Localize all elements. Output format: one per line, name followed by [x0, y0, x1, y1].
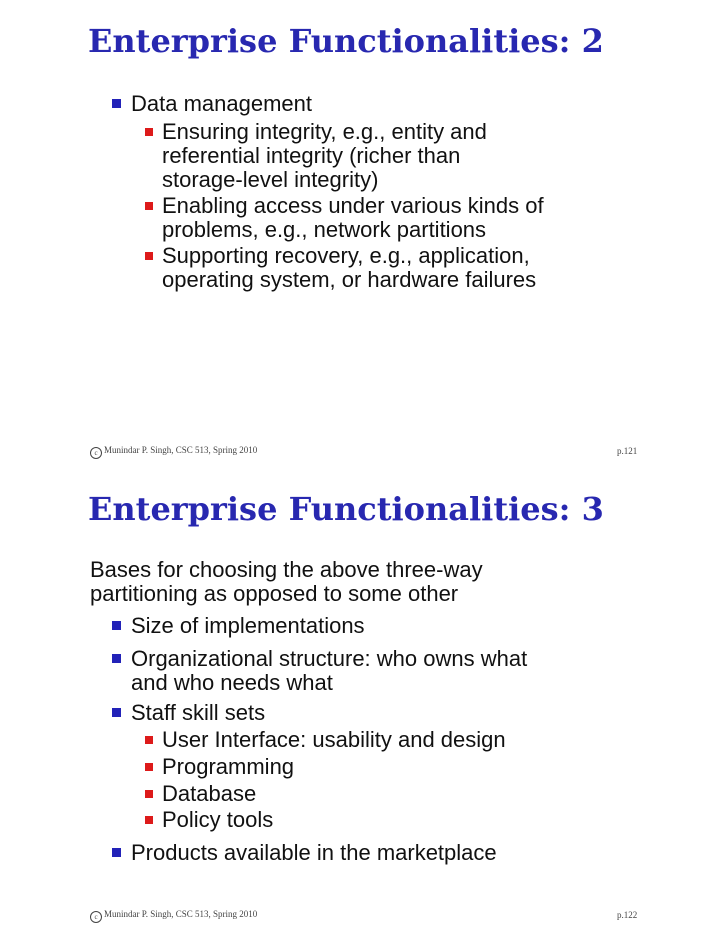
slide-footer — [90, 909, 257, 923]
bullet-text: Programming — [162, 754, 295, 779]
text-line: Enabling access under various kinds of — [162, 193, 544, 218]
footer-author: Munindar P. Singh, CSC 513, Spring 2010 — [104, 445, 258, 455]
bullet-text — [162, 244, 536, 292]
footer-author: Munindar P. Singh, CSC 513, Spring 2010 — [104, 909, 258, 919]
slide-122 — [0, 466, 720, 932]
bullet-text: Data management — [131, 91, 312, 116]
bullet-text: Staff skill sets — [131, 700, 266, 725]
blue-square-bullet-icon — [112, 99, 121, 108]
text-line: referential integrity (richer than — [162, 143, 461, 168]
blue-square-bullet-icon — [112, 621, 121, 630]
text-line: Bases for choosing the above three-way — [90, 557, 483, 582]
text-line: Ensuring integrity, e.g., entity and — [162, 119, 487, 144]
bullet-text: Size of implementations — [131, 613, 365, 638]
slide-footer — [90, 445, 257, 459]
red-square-bullet-icon — [145, 816, 153, 824]
bullet-text: Database — [162, 781, 257, 806]
red-square-bullet-icon — [145, 790, 153, 798]
red-square-bullet-icon — [145, 736, 153, 744]
copyright-icon: c — [90, 911, 102, 923]
slide-title: Enterprise Functionalities: 3 — [88, 490, 604, 528]
slide-title: Enterprise Functionalities: 2 — [88, 22, 604, 60]
bullet-text — [131, 647, 527, 695]
text-line: and who needs what — [131, 670, 333, 695]
text-line: operating system, or hardware failures — [162, 267, 537, 292]
text-line: partitioning as opposed to some other — [90, 581, 459, 606]
text-line: Organizational structure: who owns what — [131, 646, 528, 671]
red-square-bullet-icon — [145, 128, 153, 136]
text-line: storage-level integrity) — [162, 167, 379, 192]
intro-paragraph — [90, 558, 483, 606]
red-square-bullet-icon — [145, 763, 153, 771]
blue-square-bullet-icon — [112, 654, 121, 663]
text-line: Supporting recovery, e.g., application, — [162, 243, 530, 268]
page-number: p.122 — [617, 910, 638, 920]
blue-square-bullet-icon — [112, 848, 121, 857]
copyright-icon: c — [90, 447, 102, 459]
bullet-text — [162, 120, 487, 192]
blue-square-bullet-icon — [112, 708, 121, 717]
bullet-text: Policy tools — [162, 807, 274, 832]
bullet-text — [162, 194, 544, 242]
red-square-bullet-icon — [145, 252, 153, 260]
bullet-text: Products available in the marketplace — [131, 840, 497, 865]
page-number: p.121 — [617, 446, 638, 456]
bullet-text: User Interface: usability and design — [162, 727, 506, 752]
red-square-bullet-icon — [145, 202, 153, 210]
text-line: problems, e.g., network partitions — [162, 217, 487, 242]
